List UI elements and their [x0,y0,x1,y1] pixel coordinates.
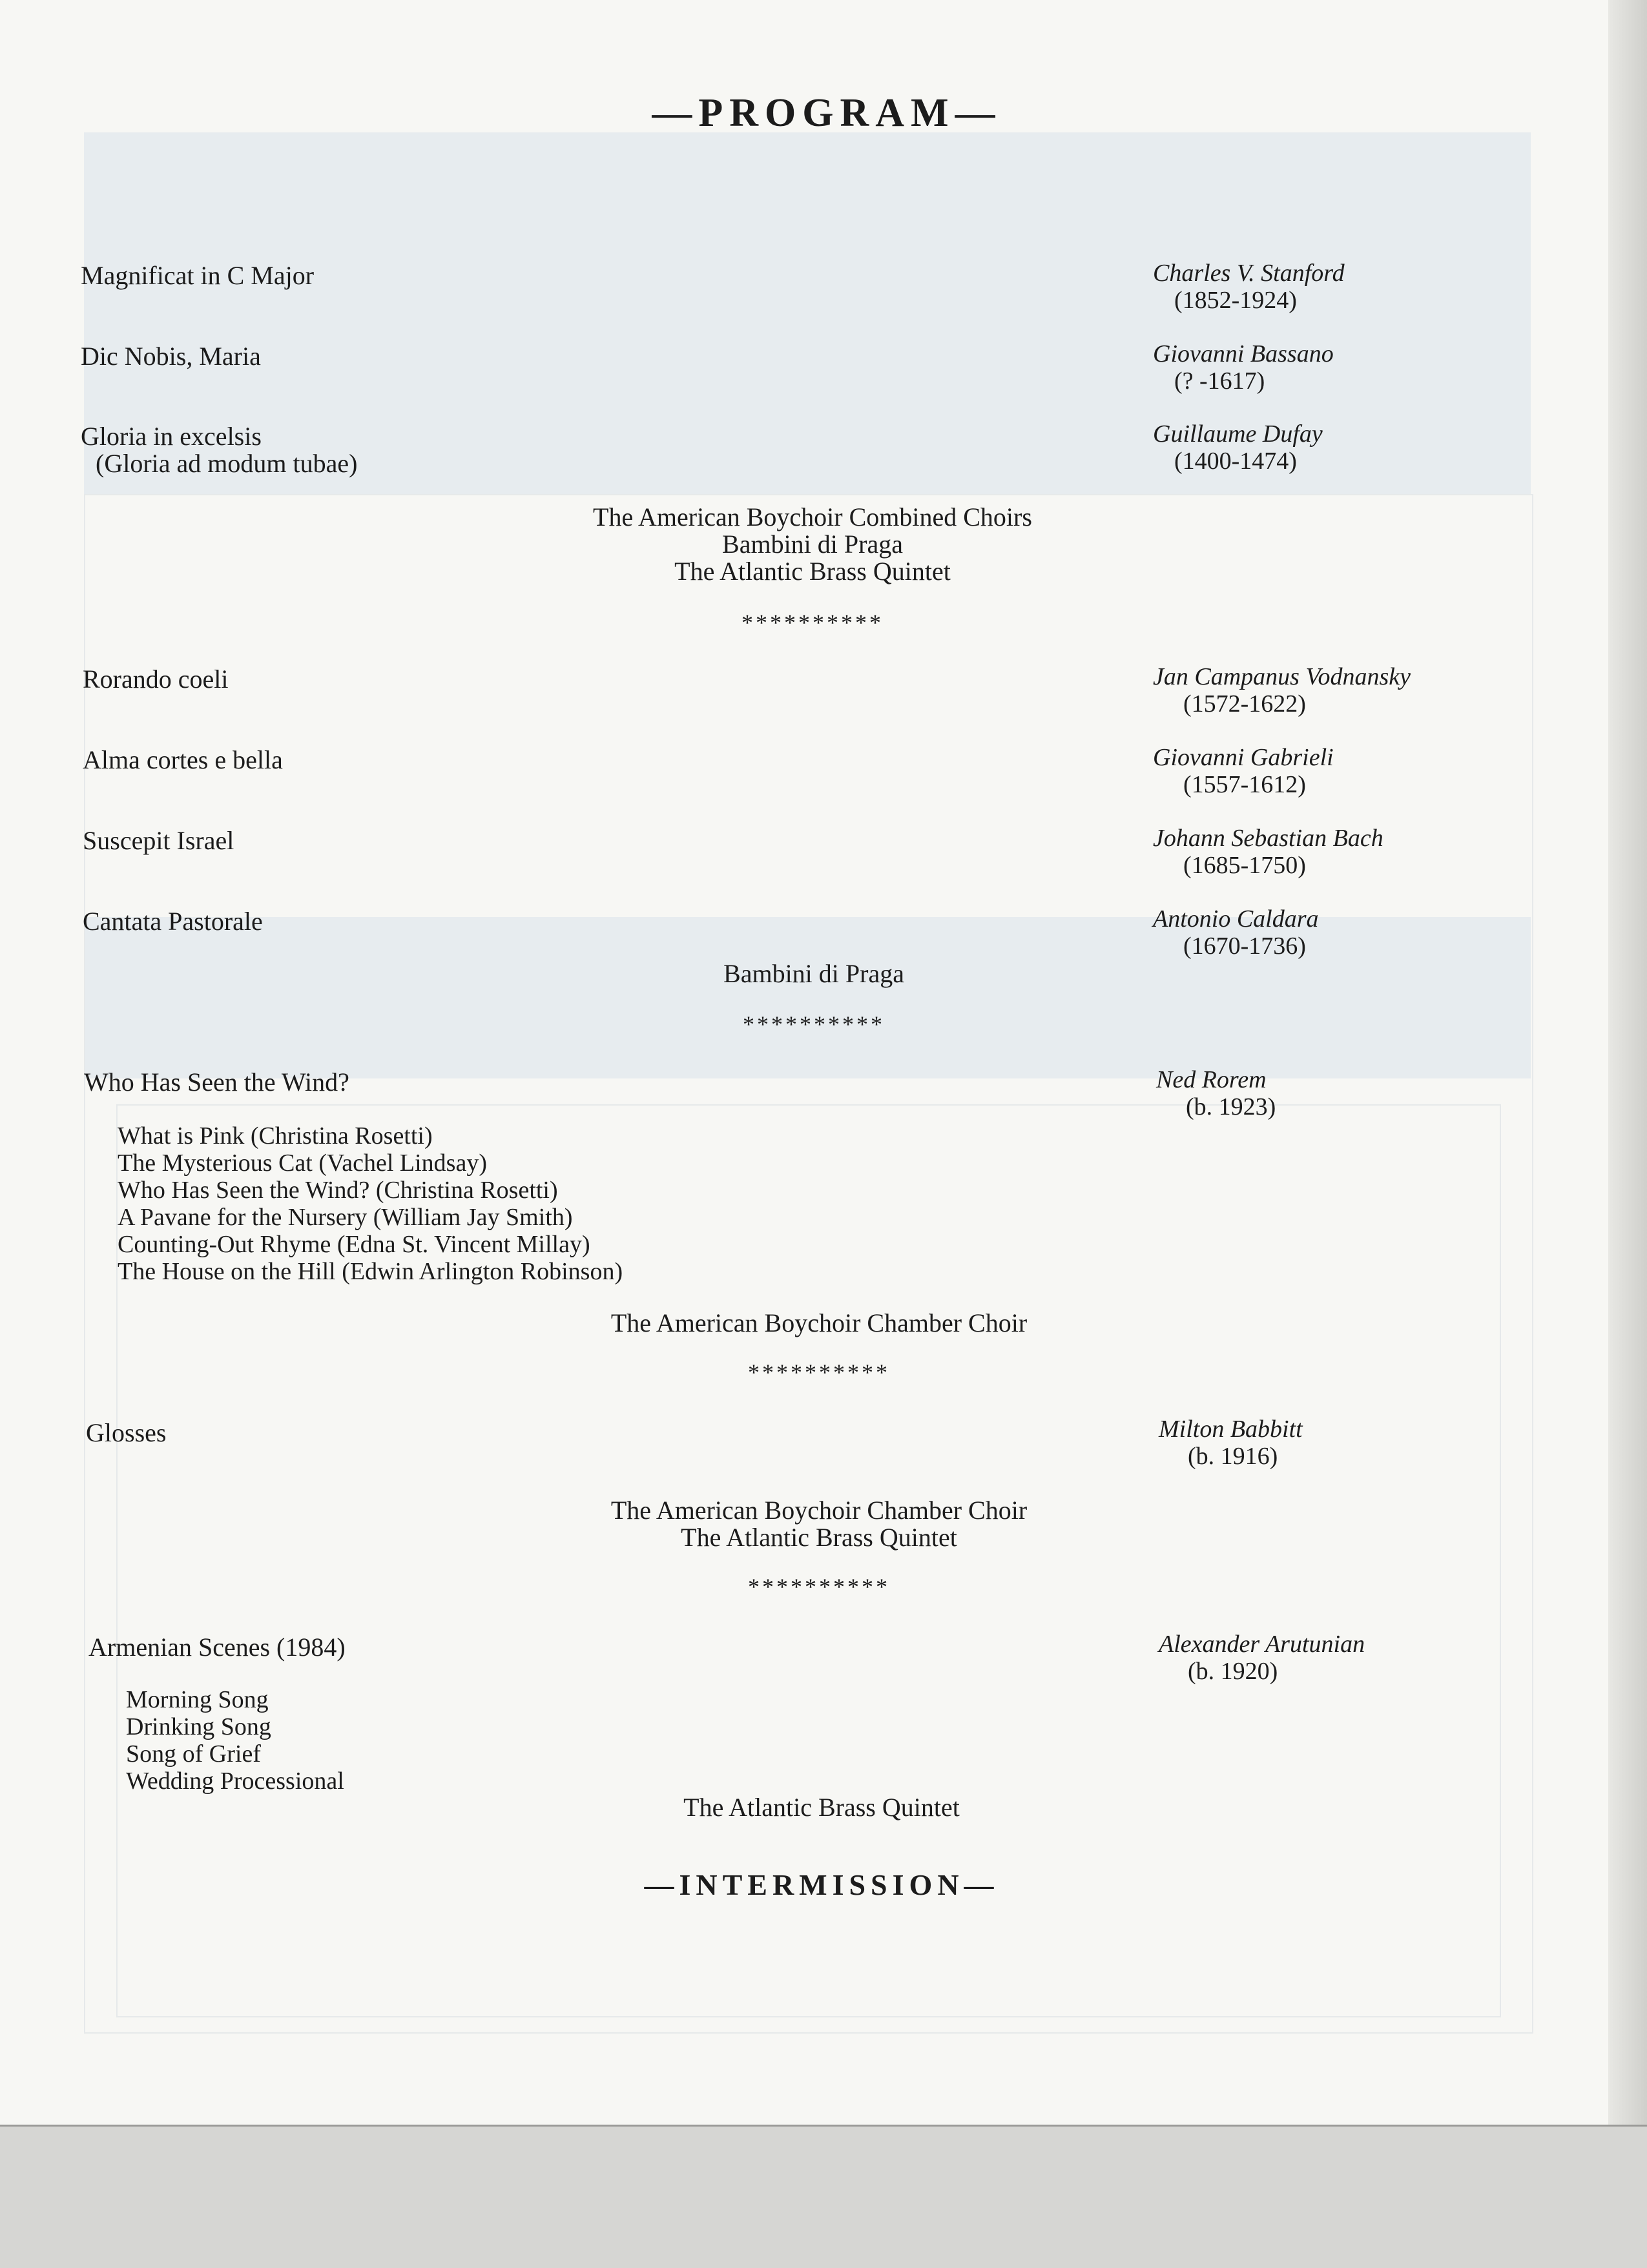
composer-name: Jan Campanus Vodnansky [1153,663,1411,690]
page-edge [1608,0,1647,2125]
composer-dates: (1572-1622) [1183,690,1306,717]
composer-dates: (1557-1612) [1183,771,1306,798]
composer-name: Johann Sebastian Bach [1153,825,1383,852]
work-title: Gloria in excelsis [81,422,262,451]
movement-item: Drinking Song [126,1713,271,1740]
movement-item: Wedding Processional [126,1768,344,1795]
intermission-heading: —INTERMISSION— [644,1868,999,1901]
composer-name: Guillaume Dufay [1153,420,1323,448]
performer-line: The American Boychoir Chamber Choir [610,1308,1028,1337]
movement-item: Counting-Out Rhyme (Edna St. Vincent Millay) [118,1231,590,1258]
composer-dates: (b. 1916) [1188,1443,1278,1470]
composer-name: Antonio Caldara [1153,905,1319,933]
work-title: Cantata Pastorale [83,907,263,936]
movement-item: Song of Grief [126,1740,261,1768]
composer-name: Giovanni Bassano [1153,340,1334,367]
section-separator: ********** [748,1574,890,1600]
work-title: Alma cortes e bella [83,745,283,774]
work-title: Suscepit Israel [83,826,234,855]
performer-line: The Atlantic Brass Quintet [683,1793,960,1822]
performer-line: The American Boychoir Chamber Choir [610,1496,1028,1525]
movement-item: Who Has Seen the Wind? (Christina Rosetti) [118,1177,558,1204]
composer-dates: (1670-1736) [1183,933,1306,960]
work-title: Who Has Seen the Wind? [84,1067,349,1097]
composer-name: Alexander Arutunian [1159,1631,1365,1658]
performer-line: Bambini di Praga [722,530,903,559]
composer-dates: (1400-1474) [1174,448,1297,475]
composer-name: Milton Babbitt [1159,1416,1303,1443]
performer-line: Bambini di Praga [723,959,904,988]
composer-dates: (? -1617) [1174,367,1265,395]
composer-dates: (1852-1924) [1174,287,1297,314]
scan-background [0,2125,1647,2268]
composer-name: Ned Rorem [1156,1066,1267,1093]
work-title: Rorando coeli [83,665,229,694]
section-separator: ********** [743,1011,885,1037]
work-title: Magnificat in C Major [81,261,315,290]
movement-item: A Pavane for the Nursery (William Jay Smith) [118,1204,573,1231]
performer-line: The Atlantic Brass Quintet [681,1523,957,1552]
movement-item: What is Pink (Christina Rosetti) [118,1122,433,1149]
section-separator: ********** [748,1359,890,1385]
program-heading: —PROGRAM— [652,91,1002,135]
performer-line: The Atlantic Brass Quintet [674,557,951,586]
movement-item: The Mysterious Cat (Vachel Lindsay) [118,1149,487,1177]
work-title: Glosses [86,1418,167,1447]
movement-item: The House on the Hill (Edwin Arlington Robinson) [118,1258,623,1285]
movement-item: Morning Song [126,1686,269,1713]
work-title: Dic Nobis, Maria [81,342,261,371]
composer-name: Charles V. Stanford [1153,260,1345,287]
composer-dates: (b. 1920) [1188,1658,1278,1685]
work-subtitle: (Gloria ad modum tubae) [96,449,358,478]
composer-name: Giovanni Gabrieli [1153,744,1334,771]
work-title: Armenian Scenes (1984) [88,1633,346,1662]
composer-dates: (b. 1923) [1186,1093,1276,1120]
section-separator: ********** [741,610,884,635]
composer-dates: (1685-1750) [1183,852,1306,879]
performer-line: The American Boychoir Combined Choirs [593,502,1032,531]
